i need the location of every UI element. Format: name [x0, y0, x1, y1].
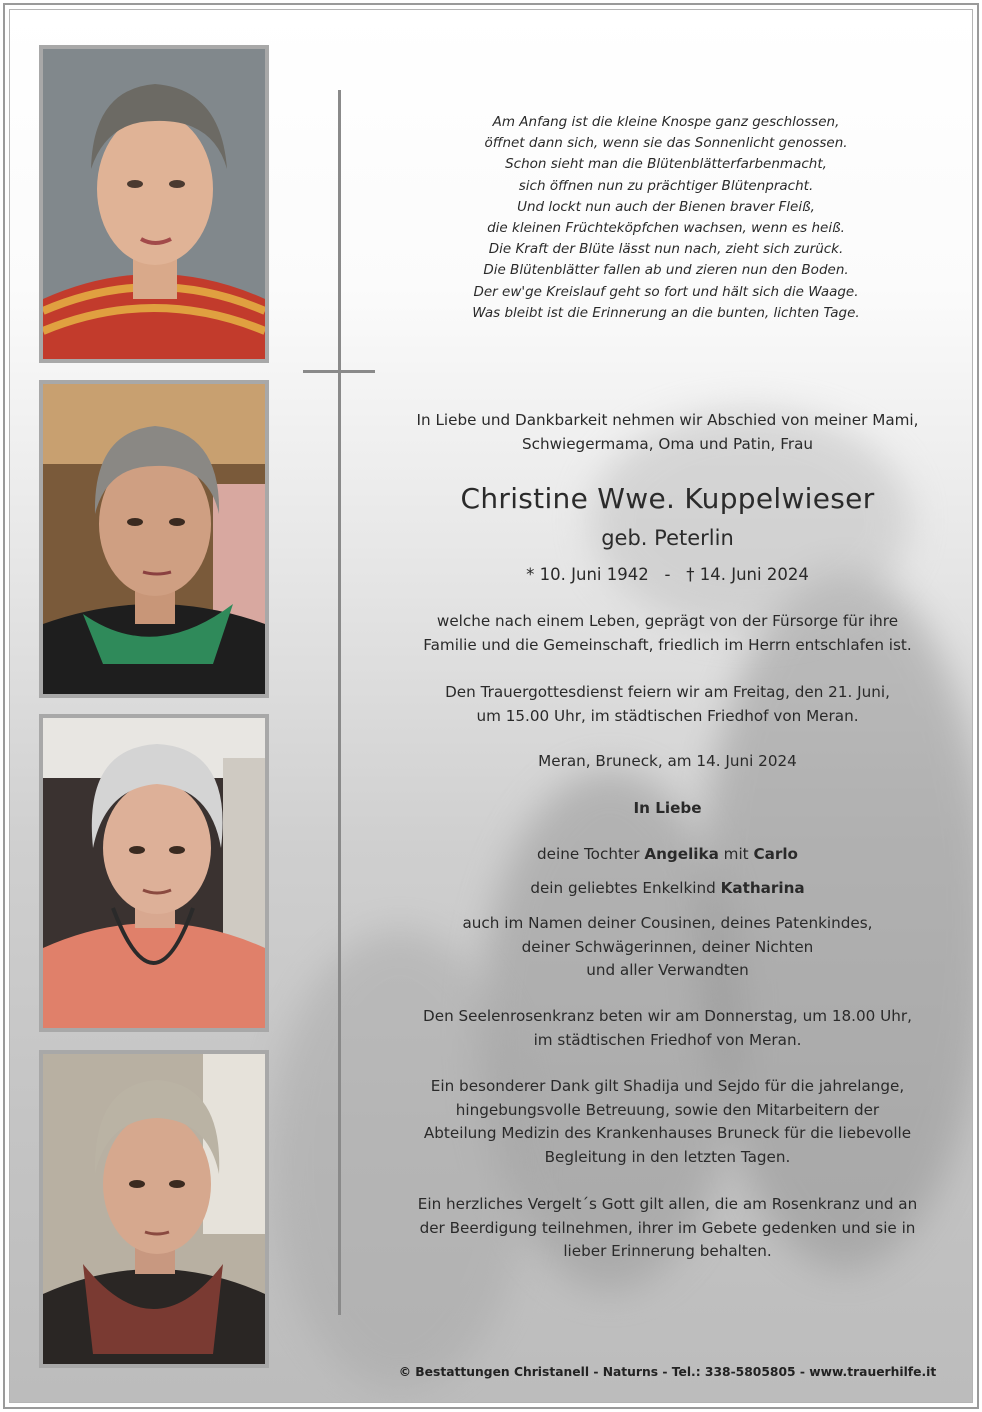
thanks-line: hingebungsvolle Betreuung, sowie den Mitarbeitern der [455, 1100, 880, 1119]
daughter-line [395, 843, 940, 867]
thanks-line: Begleitung in den letzten Tagen. [544, 1147, 791, 1166]
intro-text [395, 409, 940, 456]
funeral-line: Den Trauergottesdienst feiern wir am Freitag, den 21. Juni, [445, 683, 890, 701]
portrait-photo-4 [39, 1050, 269, 1368]
portrait-photo-3 [39, 714, 269, 1032]
poem-line: Am Anfang ist die kleine Knospe ganz geschlossen, [492, 114, 840, 130]
other-mourners [395, 912, 940, 983]
mourners-line: und aller Verwandten [586, 961, 749, 979]
gratitude-text [395, 1193, 940, 1264]
partner-name: Carlo [753, 845, 798, 863]
daughter-prefix: deine Tochter [536, 845, 640, 863]
life-dates [395, 563, 940, 587]
poem-line: Schon sieht man die Blütenblätterfarbenmacht, [505, 156, 827, 173]
poem-line: Und lockt nun auch der Bienen braver Fleiß, [517, 198, 815, 215]
thanks-line: Ein besonderer Dank gilt Shadija und Sejdo für die jahrelange, [430, 1077, 905, 1095]
cross-horizontal-bar [303, 370, 375, 373]
rosary-line: Den Seelenrosenkranz beten wir am Donnerstag, um 18.00 Uhr, [423, 1007, 912, 1025]
thanks-text [395, 1075, 940, 1169]
thanks-line: Abteilung Medizin des Krankenhauses Bruneck für die liebevolle [423, 1124, 912, 1142]
daughter-mid: mit [723, 845, 749, 863]
footer-credit: © Bestattungen Christanell - Naturns - Tel.: 338-5805805 - www.trauerhilfe.it [398, 1365, 937, 1379]
death-date: † 14. Juni 2024 [686, 565, 809, 584]
poem-line: Die Kraft der Blüte lässt nun nach, zieht sich zurück. [488, 241, 844, 258]
deceased-name: Christine Wwe. Kuppelwieser [460, 482, 875, 515]
poem-line: öffnet dann sich, wenn sie das Sonnenlicht genossen. [484, 135, 848, 152]
date-separator: - [664, 565, 671, 584]
grandchild-prefix: dein geliebtes Enkelkind [530, 879, 716, 897]
rosary-line: im städtischen Friedhof von Meran. [533, 1030, 802, 1049]
intro-line: In Liebe und Dankbarkeit nehmen wir Abschied von meiner Mami, [416, 411, 919, 429]
gratitude-line: Ein herzliches Vergelt´s Gott gilt allen, die am Rosenkranz und an [417, 1195, 918, 1213]
in-love-heading: In Liebe [633, 799, 702, 817]
gratitude-line: der Beerdigung teilnehmen, ihrer im Gebete gedenken und sie in [419, 1218, 916, 1237]
maiden-name: geb. Peterlin [601, 526, 734, 550]
poem-line: Was bleibt ist die Erinnerung an die bunten, lichten Tage. [472, 304, 860, 321]
daughter-name: Angelika [644, 845, 719, 863]
life-text [395, 610, 940, 657]
poem-line: Der ew'ge Kreislauf geht so fort und hält sich die Waage. [473, 283, 859, 300]
funeral-text [395, 681, 940, 728]
gratitude-line: lieber Erinnerung behalten. [563, 1242, 772, 1260]
mourners-line: auch im Namen deiner Cousinen, deines Patenkindes, [462, 914, 873, 932]
grandchild-line [395, 877, 940, 901]
place-date: Meran, Bruneck, am 14. Juni 2024 [538, 752, 797, 770]
funeral-line: um 15.00 Uhr, im städtischen Friedhof von Meran. [476, 706, 859, 725]
grandchild-name: Katharina [720, 879, 805, 897]
poem-line: sich öffnen nun zu prächtiger Blütenpracht. [518, 177, 814, 194]
poem-line: die kleinen Früchteköpfchen wachsen, wenn es heiß. [487, 220, 845, 237]
portrait-photo-1 [39, 45, 269, 363]
portrait-photo-2 [39, 380, 269, 698]
life-line: Familie und die Gemeinschaft, friedlich im Herrn entschlafen ist. [423, 635, 912, 654]
intro-line: Schwiegermama, Oma und Patin, Frau [521, 434, 814, 453]
rosary-text [395, 1005, 940, 1052]
mourners-line: deiner Schwägerinnen, deiner Nichten [521, 937, 814, 956]
poem [400, 112, 932, 324]
cross-vertical-bar [338, 90, 341, 1315]
life-line: welche nach einem Leben, geprägt von der Fürsorge für ihre [436, 612, 899, 630]
birth-date: * 10. Juni 1942 [526, 565, 649, 584]
poem-line: Die Blütenblätter fallen ab und zieren nun den Boden. [483, 262, 849, 279]
